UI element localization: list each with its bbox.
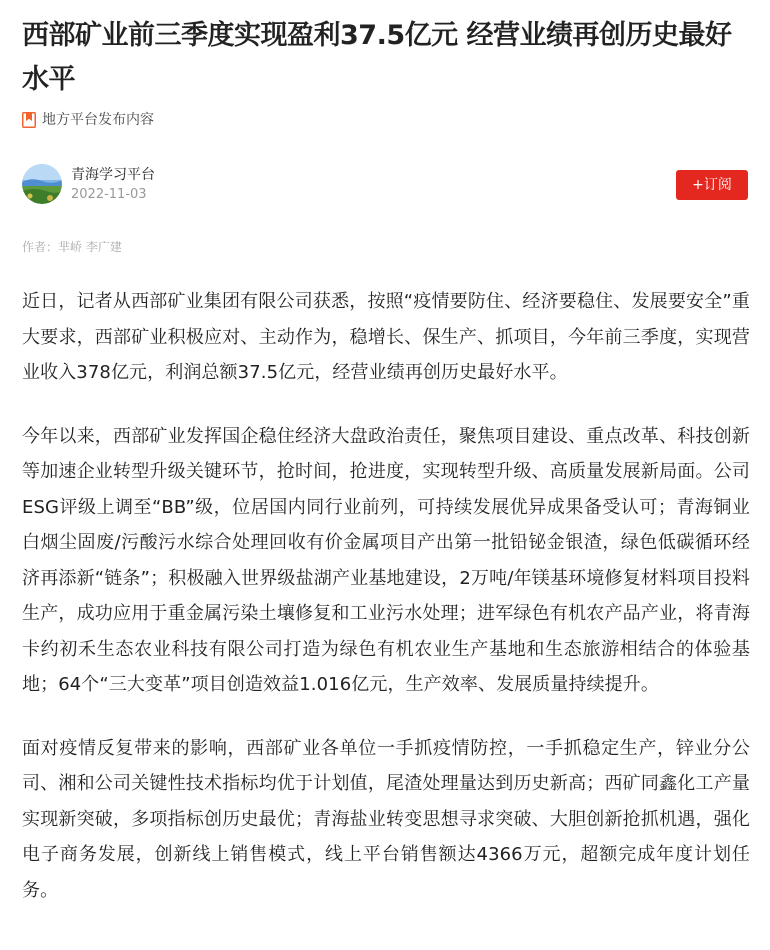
bookmark-icon <box>22 112 36 128</box>
article-paragraph: 今年以来，西部矿业发挥国企稳住经济大盘政治责任，聚焦项目建设、重点改革、科技创新等加速企业转型升级关键环节，抢时间，抢进度，实现转型升级、高质量发展新局面。公司ESG评级上调至“BB”级，位居国内同行业前列，可持续发展优异成果备受认可；青海铜业白烟尘固废/污酸污水综合处理回收有价金属项目产出第一批铅铋金银渣，绿色低碳循环经济再添新“链条”；积极融入世界级盐湖产业基地建设，2万吨/年镁基环境修复材料项目投料生产，成功应用于重金属污染土壤修复和工业污水处理；进军绿色有机农产品产业，将青海卡约初禾生态农业科技有限公司打造为绿色有机农业生产基地和生态旅游相结合的体验基地；64个“三大变革”项目创造效益1.016亿元，生产效率、发展质量持续提升。 <box>22 425 750 695</box>
article-paragraph: 面对疫情反复带来的影响，西部矿业各单位一手抓疫情防控，一手抓稳定生产，锌业分公司、湘和公司关键性技术指标均优于计划值，尾渣处理量达到历史新高；西矿同鑫化工产量实现新突破，多项指标创历史最优；青海盐业转变思想寻求突破、大胆创新抢抓机遇，强化电子商务发展，创新线上销售模式，线上平台销售额达4366万元，超额完成年度计划任务。 <box>22 737 750 901</box>
article-paragraph: 近日，记者从西部矿业集团有限公司获悉，按照“疫情要防住、经济要稳住、发展要安全”重大要求，西部矿业积极应对、主动作为，稳增长、保生产、抓项目，今年前三季度，实现营业收入378亿元，利润总额37.5亿元，经营业绩再创历史最好水平。 <box>22 291 750 383</box>
source-tag <box>22 110 154 130</box>
article-body <box>22 284 750 936</box>
publisher-avatar[interactable] <box>22 164 62 204</box>
subscribe-button[interactable]: +订阅 <box>676 170 748 200</box>
publisher-row <box>22 164 748 204</box>
source-tag-label: 地方平台发布内容 <box>42 112 154 128</box>
publisher-name[interactable]: 青海学习平台 <box>71 167 155 183</box>
article-title: 西部矿业前三季度实现盈利37.5亿元 经营业绩再创历史最好水平 <box>22 20 732 95</box>
publish-date: 2022-11-03 <box>71 187 147 202</box>
author-byline: 作者：芈峤 李广建 <box>22 240 122 254</box>
